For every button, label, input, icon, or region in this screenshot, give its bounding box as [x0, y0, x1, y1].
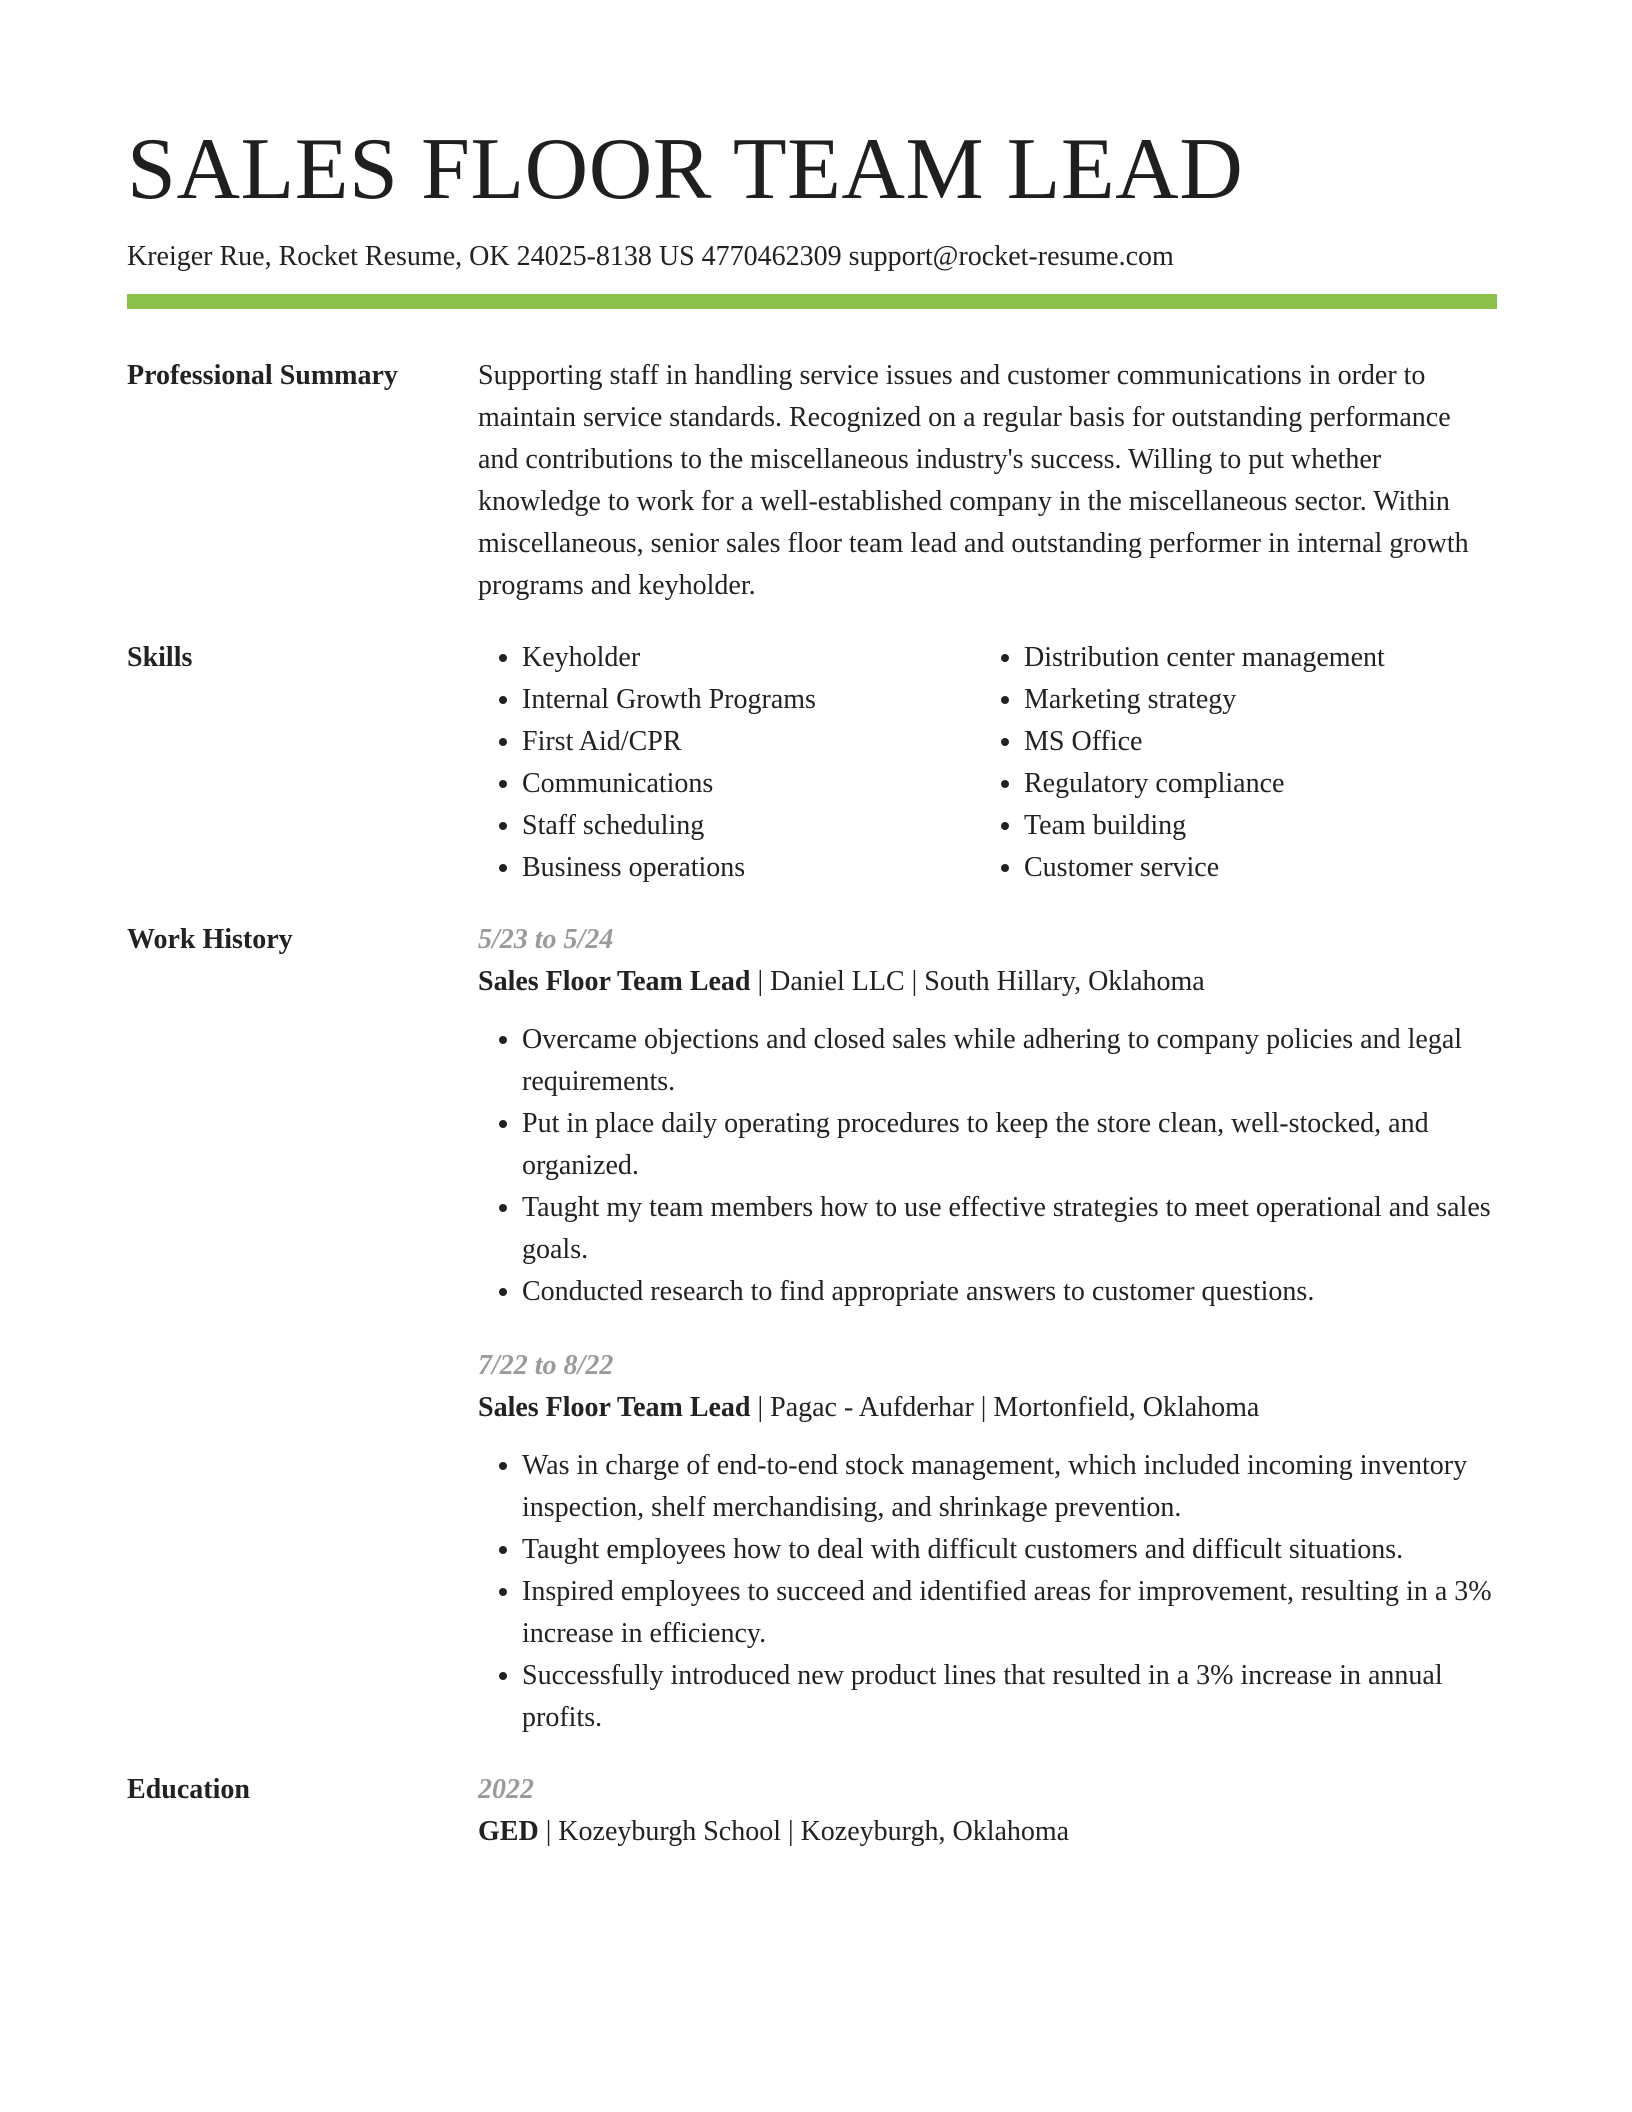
job-details: | Daniel LLC | South Hillary, Oklahoma: [750, 966, 1205, 997]
skill-item: • Staff scheduling: [522, 805, 980, 847]
contact-line: Kreiger Rue, Rocket Resume, OK 24025-8138 US 4770462309 support@rocket-resume.com: [127, 241, 1174, 272]
education-year: 2022: [478, 1774, 534, 1805]
section-label: Work History: [127, 924, 293, 955]
job-dates: 5/23 to 5/24: [478, 924, 614, 955]
job-bullet: • Overcame objections and closed sales while adhering to company policies and legal requirements.: [522, 1019, 1497, 1103]
job-bullet: • Successfully introduced new product lines that resulted in a 3% increase in annual profits.: [522, 1655, 1497, 1739]
job-bullet: • Was in charge of end-to-end stock management, which included incoming inventory inspection, shelf merchandising, and shrinkage prevention.: [522, 1445, 1497, 1529]
skill-item: • First Aid/CPR: [522, 721, 980, 763]
section-label: Professional Summary: [127, 360, 398, 391]
candidate-title: SALES FLOOR TEAM LEAD: [127, 121, 1244, 218]
job-dates: 7/22 to 8/22: [478, 1350, 614, 1381]
professional-summary-section: [127, 355, 1497, 607]
skill-item: • Marketing strategy: [1024, 679, 1482, 721]
job-heading: [478, 961, 1497, 1003]
skill-item: • Regulatory compliance: [1024, 763, 1482, 805]
summary-text: Supporting staff in handling service issues and customer communications in order to maintain service standards. Recognized on a regular basis for outstanding performance and contributions to the miscellaneous industry's success. Willing to put whether knowledge to work for a well-established company in the miscellaneous sector. Within miscellaneous, senior sales floor team lead and outstanding performer in internal growth programs and keyholder.: [478, 360, 1469, 601]
skill-item: • Communications: [522, 763, 980, 805]
job-bullet: • Put in place daily operating procedures to keep the store clean, well-stocked, and organized.: [522, 1103, 1497, 1187]
section-label: Education: [127, 1774, 250, 1805]
education-details: | Kozeyburgh School | Kozeyburgh, Oklahoma: [538, 1816, 1070, 1847]
skill-item: • MS Office: [1024, 721, 1482, 763]
skill-item: • Team building: [1024, 805, 1482, 847]
skills-column-left: [478, 637, 980, 889]
work-history-entries: [478, 919, 1497, 1739]
job-bullet: • Conducted research to find appropriate answers to customer questions.: [522, 1271, 1497, 1313]
skills-section: [127, 637, 1497, 889]
section-label: Skills: [127, 642, 193, 673]
job-details: | Pagac - Aufderhar | Mortonfield, Oklahoma: [750, 1392, 1260, 1423]
education-entry: [478, 1769, 1497, 1853]
job-bullets: [478, 1445, 1497, 1739]
skill-item: • Internal Growth Programs: [522, 679, 980, 721]
skill-item: • Distribution center management: [1024, 637, 1482, 679]
job-heading: [478, 1387, 1497, 1429]
education-degree: GED: [478, 1816, 539, 1847]
work-history-section: [127, 919, 1497, 1739]
job-title: Sales Floor Team Lead: [478, 966, 751, 997]
skills-column-right: [980, 637, 1482, 889]
job-bullets: [478, 1019, 1497, 1313]
resume-page: [127, 118, 1497, 1853]
skill-item: • Business operations: [522, 847, 980, 889]
education-section: [127, 1769, 1497, 1853]
job-bullet: • Taught employees how to deal with difficult customers and difficult situations.: [522, 1529, 1497, 1571]
skill-item: • Customer service: [1024, 847, 1482, 889]
skills-columns: [478, 637, 1497, 889]
skill-item: • Keyholder: [522, 637, 980, 679]
accent-rule: [127, 294, 1497, 309]
job-bullet: • Inspired employees to succeed and identified areas for improvement, resulting in a 3% increase in efficiency.: [522, 1571, 1497, 1655]
job-entry: [478, 1345, 1497, 1739]
job-bullet: • Taught my team members how to use effective strategies to meet operational and sales goals.: [522, 1187, 1497, 1271]
job-entry: [478, 919, 1497, 1313]
education-heading: [478, 1811, 1497, 1853]
job-title: Sales Floor Team Lead: [478, 1392, 751, 1423]
